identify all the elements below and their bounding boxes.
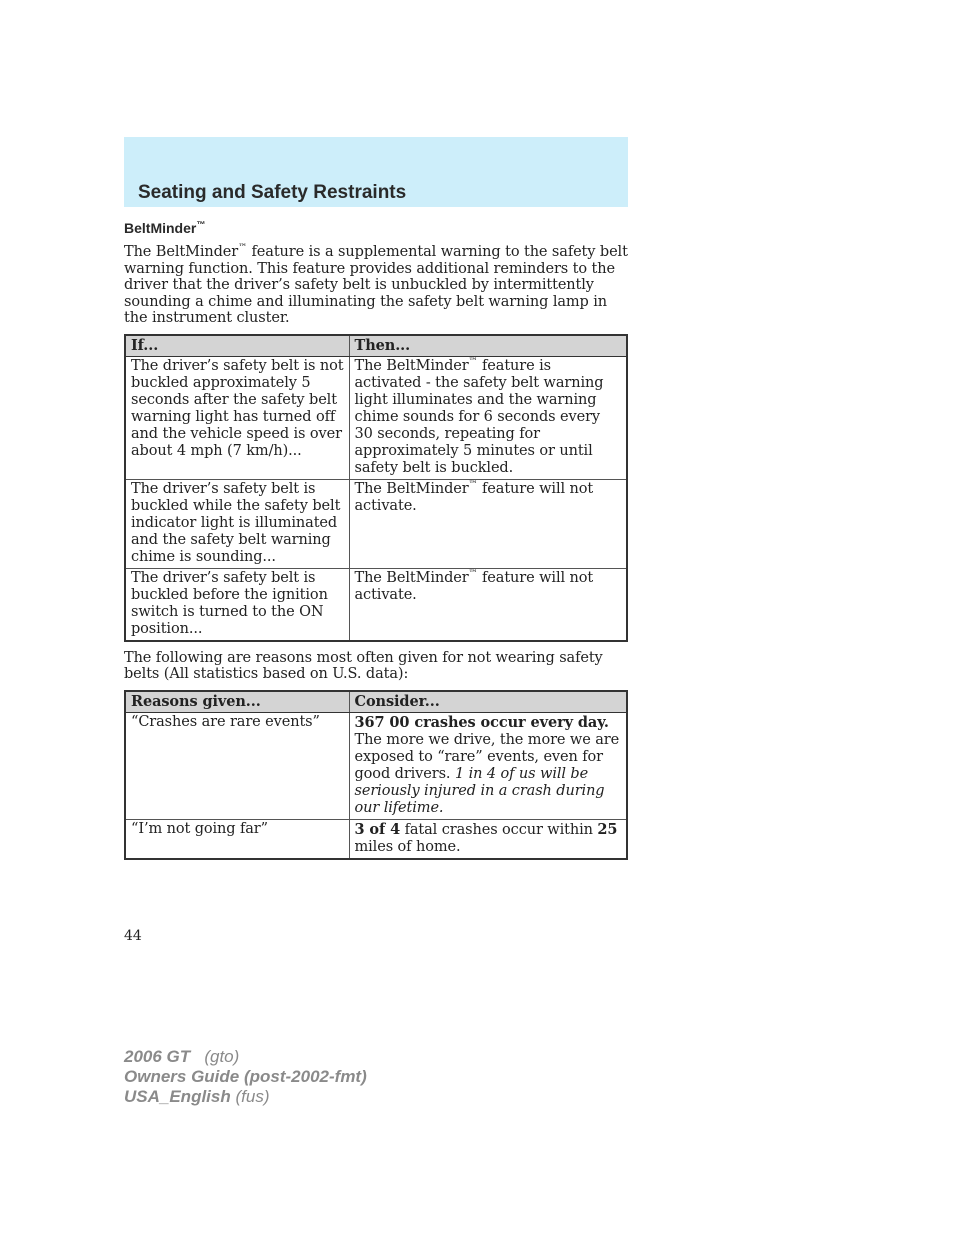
beltminder-heading-text: BeltMinder xyxy=(124,220,197,236)
footer-model: 2006 GT xyxy=(124,1047,191,1066)
document-footer xyxy=(124,1047,367,1107)
consider-italic: 1 in 4 of us will be seriously injured in a crash during our lifetime. xyxy=(354,765,605,816)
trademark-mark: ™ xyxy=(468,568,478,579)
footer-language: USA_English xyxy=(124,1087,231,1106)
column-header-reasons: Reasons given... xyxy=(125,691,349,713)
result-cell xyxy=(349,568,627,641)
footer-line-3 xyxy=(124,1087,367,1107)
table-header-row xyxy=(125,335,627,357)
consider-bold: 367 00 crashes occur every day. xyxy=(354,713,609,731)
consider-cell xyxy=(349,712,627,819)
beltminder-heading xyxy=(124,220,628,236)
table-row xyxy=(125,819,627,859)
consider-text-a: fatal crashes occur within xyxy=(400,821,598,838)
result-text-a: The BeltMinder xyxy=(354,480,469,497)
condition-cell: The driver’s safety belt is buckled while the safety belt indicator light is illuminated and the safety belt warning chime is sounding... xyxy=(125,479,349,568)
table-row xyxy=(125,356,627,479)
column-header-then: Then... xyxy=(349,335,627,357)
column-header-consider: Consider... xyxy=(349,691,627,713)
footer-line-1 xyxy=(124,1047,367,1067)
beltminder-intro xyxy=(124,244,628,327)
consider-text: The more we drive, the more we are exposed to “rare” events, even for good drivers. xyxy=(354,731,620,782)
page-number: 44 xyxy=(124,928,142,944)
trademark-mark: ™ xyxy=(468,479,478,490)
result-text-b: feature will not activate. xyxy=(354,480,594,514)
reason-cell: “Crashes are rare events” xyxy=(125,712,349,819)
footer-model-code: (gto) xyxy=(204,1047,240,1066)
condition-cell: The driver’s safety belt is buckled before the ignition switch is turned to the ON position... xyxy=(125,568,349,641)
page-content xyxy=(124,220,628,868)
footer-language-code: (fus) xyxy=(235,1087,270,1106)
beltminder-table xyxy=(124,334,628,642)
result-cell xyxy=(349,356,627,479)
section-header-band xyxy=(124,137,628,207)
trademark-mark: ™ xyxy=(238,243,248,254)
reasons-intro: The following are reasons most often given for not wearing safety belts (All statistics based on U.S. data): xyxy=(124,649,603,682)
result-text-b: feature is activated - the safety belt warning light illuminates and the warning chime sounds for 6 seconds every 30 seconds, repeating for approximately 5 minutes or until safety belt is buckled. xyxy=(354,357,604,476)
table-row xyxy=(125,479,627,568)
table-header-row xyxy=(125,691,627,713)
reasons-table xyxy=(124,690,628,860)
trademark-mark: ™ xyxy=(468,356,478,367)
table-row xyxy=(125,568,627,641)
condition-cell: The driver’s safety belt is not buckled approximately 5 seconds after the safety belt warning light has turned off and the vehicle speed is over about 4 mph (7 km/h)... xyxy=(125,356,349,479)
trademark-mark: ™ xyxy=(196,219,206,230)
intro-text-a: The BeltMinder xyxy=(124,244,239,260)
result-text-a: The BeltMinder xyxy=(354,569,469,586)
consider-cell xyxy=(349,819,627,859)
result-text-b: feature will not activate. xyxy=(354,569,594,603)
consider-bold-a: 3 of 4 xyxy=(354,820,401,838)
column-header-if: If... xyxy=(125,335,349,357)
result-cell xyxy=(349,479,627,568)
intro-text-b: feature is a supplemental warning to the safety belt warning function. This feature provides additional reminders to the driver that the driver’s safety belt is unbuckled by intermittently sounding a chime and illuminating the safety belt warning lamp in the instrument cluster. xyxy=(124,244,628,326)
consider-bold-b: 25 xyxy=(597,820,618,838)
consider-text-b: miles of home. xyxy=(354,838,461,855)
footer-line-2: Owners Guide (post-2002-fmt) xyxy=(124,1067,367,1086)
section-title: Seating and Safety Restraints xyxy=(138,182,407,203)
reason-cell: “I’m not going far” xyxy=(125,819,349,859)
table-row xyxy=(125,712,627,819)
result-text-a: The BeltMinder xyxy=(354,357,469,374)
